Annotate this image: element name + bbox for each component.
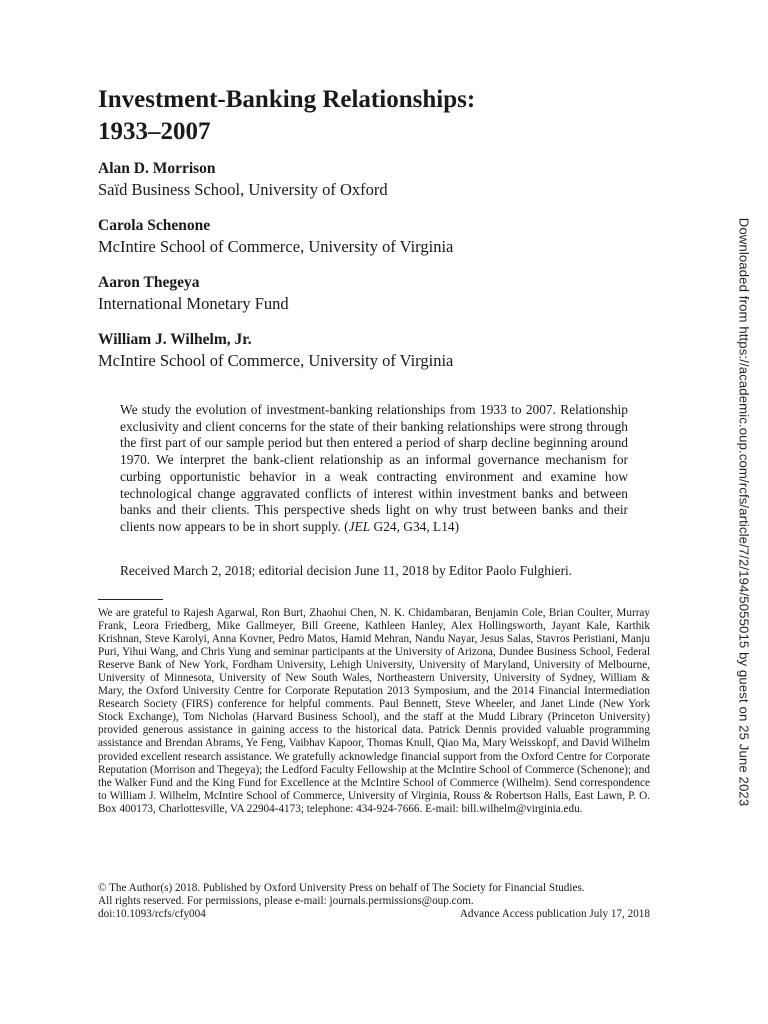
- author-block-1: [98, 159, 658, 201]
- jel-label: JEL: [348, 518, 371, 534]
- received-note: Received March 2, 2018; editorial decision June 11, 2018 by Editor Paolo Fulghieri.: [120, 563, 573, 578]
- author-affiliation: International Monetary Fund: [98, 294, 289, 313]
- author-name: Aaron Thegeya: [98, 274, 200, 291]
- author-affiliation: Saïd Business School, University of Oxford: [98, 180, 388, 199]
- article-title: [98, 84, 658, 148]
- author-name: William J. Wilhelm, Jr.: [98, 331, 252, 348]
- author-block-3: [98, 273, 658, 315]
- author-block-4: [98, 330, 658, 372]
- acknowledgements-footnote: We are grateful to Rajesh Agarwal, Ron Burt, Zhaohui Chen, N. K. Chidambaran, Benjamin Cole, Brian Coulter, Murray Frank, Leora Friedberg, Mike Gallmeyer, Bill Greene, Kathleen Hanley, Alex Hollingsworth, Jayant Kale, Karthik Krishnan, Steve Karolyi, Anna Kovner, Pedro Matos, Hamid Mehran, Nandu Nayar, Jesus Salas, Stavros Peristiani, Manju Puri, Yihui Wang, and Chris Yung and seminar participants at the University of Arizona, Dundee Business School, Federal Reserve Bank of New York, Fordham University, Lehigh University, University of Maryland, University of Melbourne, University of Minnesota, University of New South Wales, Northeastern University, University of Sydney, William & Mary, the Oxford University Centre for Corporate Reputation 2013 Symposium, and the 2014 Financial Intermediation Research Society (FIRS) conference for helpful comments. Paul Bennett, Steve Wheeler, and Janet Linde (New York Stock Exchange), Tom Nicholas (Harvard Business School), and the staff at the Mudd Library (Princeton University) provided generous assistance in gaining access to the historical data. Patrick Dennis provided valuable programming assistance and Brendan Abrams, Ye Feng, Vaibhav Kapoor, Thomas Knull, Qiao Ma, Mary Weisskopf, and David Wilhelm provided excellent research assistance. We gratefully acknowledge financial support from the Oxford Centre for Corporate Reputation (Morrison and Thegeya); the Ledford Faculty Fellowship at the McIntire School of Commerce (Schenone); and the Walker Fund and the King Fund for Excellence at the McIntire School of Commerce (Wilhelm). Send correspondence to William J. Wilhelm, McIntire School of Commerce, University of Virginia, Rouss & Robertson Halls, East Lawn, P. O. Box 400173, Charlottesville, VA 22904-4173; telephone: 434-924-7666. E-mail: bill.wilhelm@virginia.edu.: [98, 607, 650, 815]
- download-note: Downloaded from https://academic.oup.com/rcfs/article/7/2/194/5055015 by guest on 25 June 2023: [736, 217, 752, 807]
- title-line-2: 1933–2007: [98, 118, 211, 145]
- advance-access: Advance Access publication July 17, 2018: [459, 908, 650, 920]
- permissions-line: All rights reserved. For permissions, please e-mail: journals.permissions@oup.com.: [98, 895, 474, 907]
- author-name: Alan D. Morrison: [98, 160, 216, 177]
- jel-codes: G24, G34, L14): [370, 518, 460, 534]
- title-line-1: Investment-Banking Relationships:: [98, 86, 476, 113]
- abstract-text: We study the evolution of investment-banking relationships from 1933 to 2007. Relationship exclusivity and client concerns for the state of their banking relationships were strong through the first part of our sample period but then entered a period of sharp decline beginning around 1970. We interpret the bank-client relationship as an informal governance mechanism for curbing opportunistic behavior in a weak contracting environment and examine how technological change aggravated conflicts of interest within investment banks and between banks and their clients. This perspective sheds light on why trust between banks and their clients now appears to be in short supply. (: [120, 402, 628, 534]
- author-block-2: [98, 216, 658, 258]
- publication-info: [98, 908, 650, 921]
- doi: doi:10.1093/rcfs/cfy004: [98, 908, 206, 920]
- author-name: Carola Schenone: [98, 217, 211, 234]
- copyright-line: © The Author(s) 2018. Published by Oxford University Press on behalf of The Society for Financial Studies.: [98, 882, 585, 894]
- copyright-block: [98, 882, 650, 921]
- footnote-divider: [98, 599, 163, 600]
- author-affiliation: McIntire School of Commerce, University of Virginia: [98, 237, 454, 256]
- abstract: [120, 402, 628, 536]
- author-affiliation: McIntire School of Commerce, University of Virginia: [98, 351, 454, 370]
